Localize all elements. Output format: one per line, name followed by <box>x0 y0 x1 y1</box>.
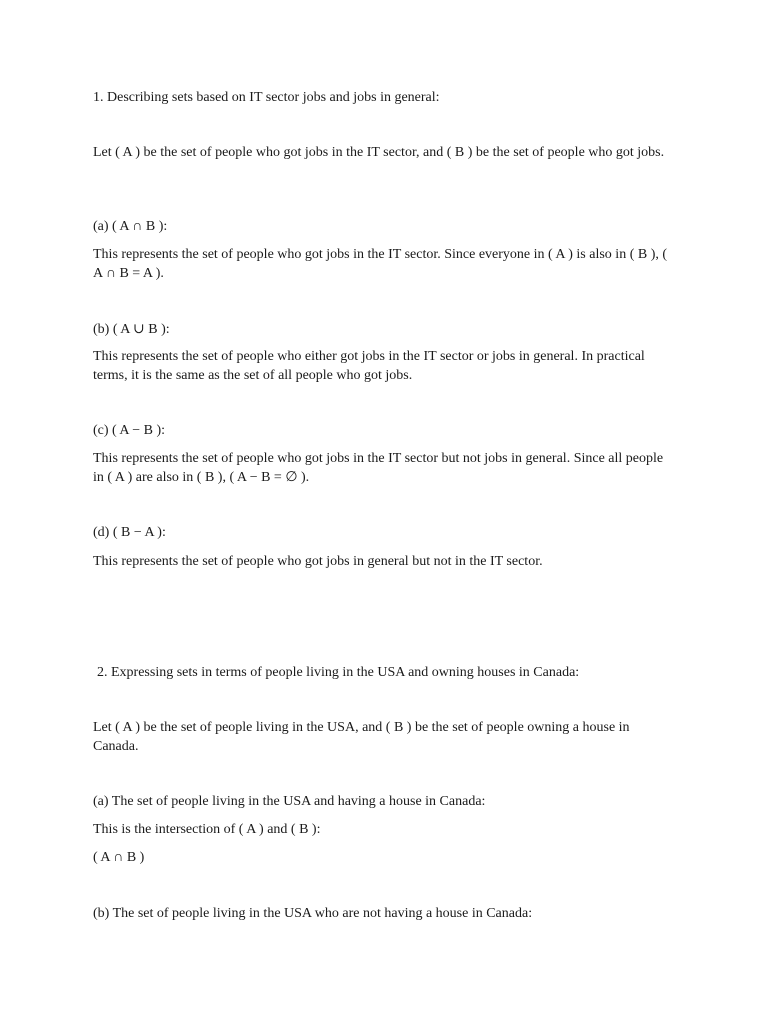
section-2-part-a-expression: ( A ∩ B ) <box>93 850 145 865</box>
part-d-text: This represents the set of people who got jobs in general but not in the IT sector. <box>93 554 543 569</box>
section-1-intro: Let ( A ) be the set of people who got jobs in the IT sector, and ( B ) be the set of people who got jobs. <box>93 145 665 160</box>
section-2-part-a-explanation: This is the intersection of ( A ) and ( B ): <box>93 822 321 837</box>
part-a-text: This represents the set of people who got jobs in the IT sector. Since everyone in ( A ) is also in ( B ), ( A ∩ B = A ). <box>93 247 668 281</box>
section-2-part-a-label: (a) The set of people living in the USA and having a house in Canada: <box>93 794 486 809</box>
part-a-label: (a) ( A ∩ B ): <box>93 219 168 234</box>
section-2-part-b-label: (b) The set of people living in the USA who are not having a house in Canada: <box>93 906 533 921</box>
part-c-label: (c) ( A − B ): <box>93 423 166 438</box>
section-2-heading: 2. Expressing sets in terms of people living in the USA and owning houses in Canada: <box>97 665 580 680</box>
part-c-text: This represents the set of people who got jobs in the IT sector but not jobs in general. Since all people in ( A ) are also in ( B ), ( A − B = ∅ ). <box>93 451 664 485</box>
section-1-heading: 1. Describing sets based on IT sector jobs and jobs in general: <box>93 90 440 105</box>
section-2-intro: Let ( A ) be the set of people living in the USA, and ( B ) be the set of people owning a house in Canada. <box>93 720 630 754</box>
part-d-label: (d) ( B − A ): <box>93 525 166 540</box>
part-b-text: This represents the set of people who either got jobs in the IT sector or jobs in general. In practical terms, it is the same as the set of all people who got jobs. <box>93 349 645 383</box>
part-b-label: (b) ( A ∪ B ): <box>93 322 170 337</box>
